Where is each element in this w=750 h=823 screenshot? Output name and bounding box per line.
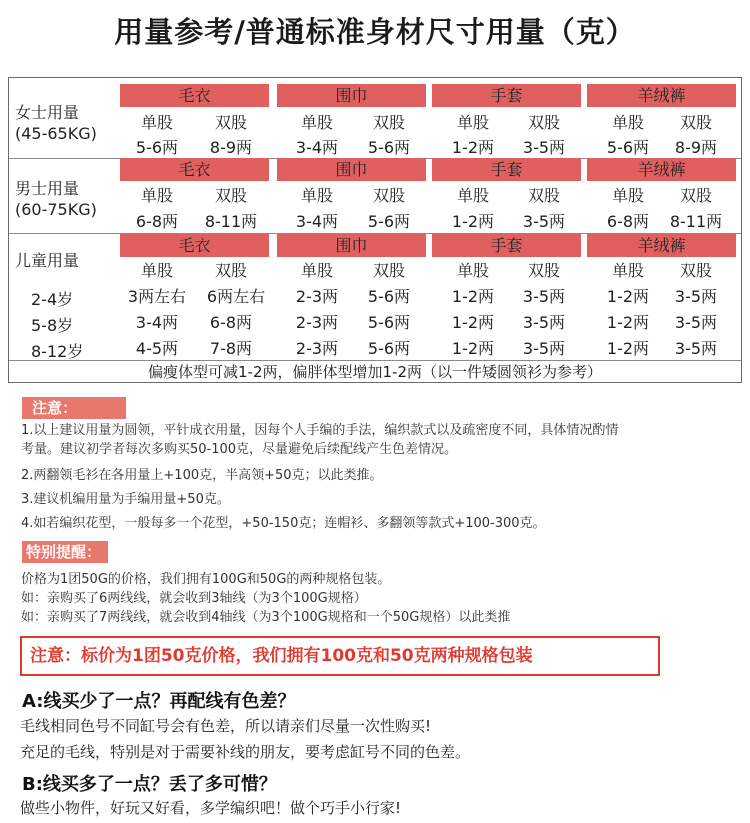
amount-cell: 1-2两	[606, 339, 650, 358]
subhead-double: 双股	[679, 113, 712, 132]
subhead-double: 双股	[372, 186, 405, 205]
notice-item: 4.如若编织花型，一般每多一个花型，+50-150克；连帽衫、多翻领等款式+100-300克。	[21, 516, 546, 531]
amount-cell: 6-8两	[135, 212, 179, 231]
amount-cell: 2-3两	[295, 313, 339, 332]
amount-cell: 3-5两	[522, 287, 566, 306]
age-label: 8-12岁	[31, 342, 84, 361]
subhead-single: 单股	[300, 261, 333, 280]
subhead-single: 单股	[611, 113, 644, 132]
amount-cell: 3-4两	[295, 212, 339, 231]
reminder-tag: 特别提醒：	[22, 541, 108, 563]
amount-cell: 1-2两	[451, 138, 495, 157]
amount-cell: 1-2两	[451, 212, 495, 231]
faq-a-title: A:线买少了一点？再配线有色差？	[22, 691, 296, 712]
amount-cell: 4-5两	[135, 339, 179, 358]
category-header: 毛衣	[120, 84, 269, 107]
amount-cell: 5-6两	[606, 138, 650, 157]
amount-cell: 2-3两	[295, 339, 339, 358]
notice-item: 1.以上建议用量为圆领，平针成衣用量，因每个人手编的手法，编织款式以及疏密度不同，具体情况酌情	[21, 423, 619, 438]
category-header: 围巾	[277, 234, 426, 257]
faq-a-line: 毛线相同色号不同缸号会有色差，所以请亲们尽量一次性购买!	[20, 717, 432, 735]
subhead-double: 双股	[372, 113, 405, 132]
amount-cell: 3两左右	[127, 287, 187, 306]
amount-cell: 3-5两	[522, 339, 566, 358]
amount-cell: 3-5两	[522, 138, 566, 157]
reminder-item: 价格为1团50G的价格，我们拥有100G和50G的两种规格包装。	[21, 572, 391, 587]
faq-a-line: 充足的毛线，特别是对于需要补线的朋友，要考虑缸号不同的色差。	[20, 743, 471, 761]
subhead-single: 单股	[456, 261, 489, 280]
faq-b-title: B:线买多了一点？丢了多可惜？	[22, 774, 277, 795]
amount-cell: 5-6两	[367, 138, 411, 157]
amount-cell: 6-8两	[209, 313, 253, 332]
amount-cell: 8-9两	[209, 138, 253, 157]
subhead-single: 单股	[300, 113, 333, 132]
subhead-single: 单股	[140, 113, 173, 132]
category-header: 手套	[432, 158, 581, 181]
amount-cell: 1-2两	[451, 339, 495, 358]
amount-cell: 8-11两	[204, 212, 258, 231]
category-header: 羊绒裤	[587, 158, 736, 181]
category-header: 手套	[432, 84, 581, 107]
notice-item: 考量。建议初学者每次多购买50-100克，尽量避免后续配线产生色差情况。	[21, 442, 458, 457]
reminder-item: 如：亲购买了7两线线，就会收到4轴线（为3个100G规格和一个50G规格）以此类推	[21, 610, 511, 625]
faq-b-line: 做些小物件，好玩又好看，多学编织吧！做个巧手小行家!	[20, 799, 402, 817]
body-type-footnote: 偏瘦体型可减1-2两，偏胖体型增加1-2两（以一件矮圆领衫为参考）	[147, 363, 602, 381]
amount-cell: 1-2两	[606, 313, 650, 332]
amount-cell: 1-2两	[451, 313, 495, 332]
subhead-single: 单股	[456, 113, 489, 132]
usage-table	[8, 77, 742, 383]
amount-cell: 6两左右	[206, 287, 266, 306]
price-notice-box: 注意：标价为1团50克价格，我们拥有100克和50克两种规格包装	[20, 636, 660, 676]
amount-cell: 5-6两	[367, 339, 411, 358]
amount-cell: 3-5两	[522, 313, 566, 332]
amount-cell: 2-3两	[295, 287, 339, 306]
subhead-double: 双股	[214, 113, 247, 132]
subhead-single: 单股	[300, 186, 333, 205]
amount-cell: 3-4两	[295, 138, 339, 157]
page-title: 用量参考/普通标准身材尺寸用量（克）	[114, 15, 636, 49]
amount-cell: 5-6两	[367, 313, 411, 332]
notice-item: 3.建议机编用量为手编用量+50克。	[21, 492, 230, 507]
amount-cell: 5-6两	[135, 138, 179, 157]
children-label: 儿童用量	[15, 251, 80, 270]
subhead-double: 双股	[214, 261, 247, 280]
women-label: 女士用量 (45-65KG)	[15, 103, 97, 143]
subhead-double: 双股	[679, 261, 712, 280]
subhead-single: 单股	[140, 261, 173, 280]
subhead-double: 双股	[372, 261, 405, 280]
category-header: 羊绒裤	[587, 84, 736, 107]
amount-cell: 3-5两	[522, 212, 566, 231]
subhead-double: 双股	[214, 186, 247, 205]
subhead-double: 双股	[527, 186, 560, 205]
notice-tag: 注意：	[22, 397, 126, 419]
category-header: 毛衣	[120, 234, 269, 257]
amount-cell: 5-6两	[367, 212, 411, 231]
subhead-single: 单股	[456, 186, 489, 205]
amount-cell: 5-6两	[367, 287, 411, 306]
men-label: 男士用量 (60-75KG)	[15, 179, 97, 219]
amount-cell: 3-4两	[135, 313, 179, 332]
amount-cell: 3-5两	[674, 313, 718, 332]
category-header: 毛衣	[120, 158, 269, 181]
subhead-double: 双股	[527, 113, 560, 132]
subhead-single: 单股	[611, 261, 644, 280]
category-header: 围巾	[277, 158, 426, 181]
amount-cell: 1-2两	[606, 287, 650, 306]
amount-cell: 1-2两	[451, 287, 495, 306]
category-header: 手套	[432, 234, 581, 257]
category-header: 羊绒裤	[587, 234, 736, 257]
amount-cell: 3-5两	[674, 339, 718, 358]
amount-cell: 8-11两	[669, 212, 723, 231]
amount-cell: 6-8两	[606, 212, 650, 231]
notice-item: 2.两翻领毛衫在各用量上+100克，半高领+50克；以此类推。	[21, 468, 383, 483]
age-label: 2-4岁	[31, 290, 74, 309]
amount-cell: 7-8两	[209, 339, 253, 358]
subhead-single: 单股	[611, 186, 644, 205]
subhead-single: 单股	[140, 186, 173, 205]
reminder-item: 如：亲购买了6两线线，就会收到3轴线（为3个100G规格）	[21, 591, 367, 606]
age-label: 5-8岁	[31, 316, 74, 335]
amount-cell: 3-5两	[674, 287, 718, 306]
category-header: 围巾	[277, 84, 426, 107]
subhead-double: 双股	[527, 261, 560, 280]
amount-cell: 8-9两	[674, 138, 718, 157]
subhead-double: 双股	[679, 186, 712, 205]
